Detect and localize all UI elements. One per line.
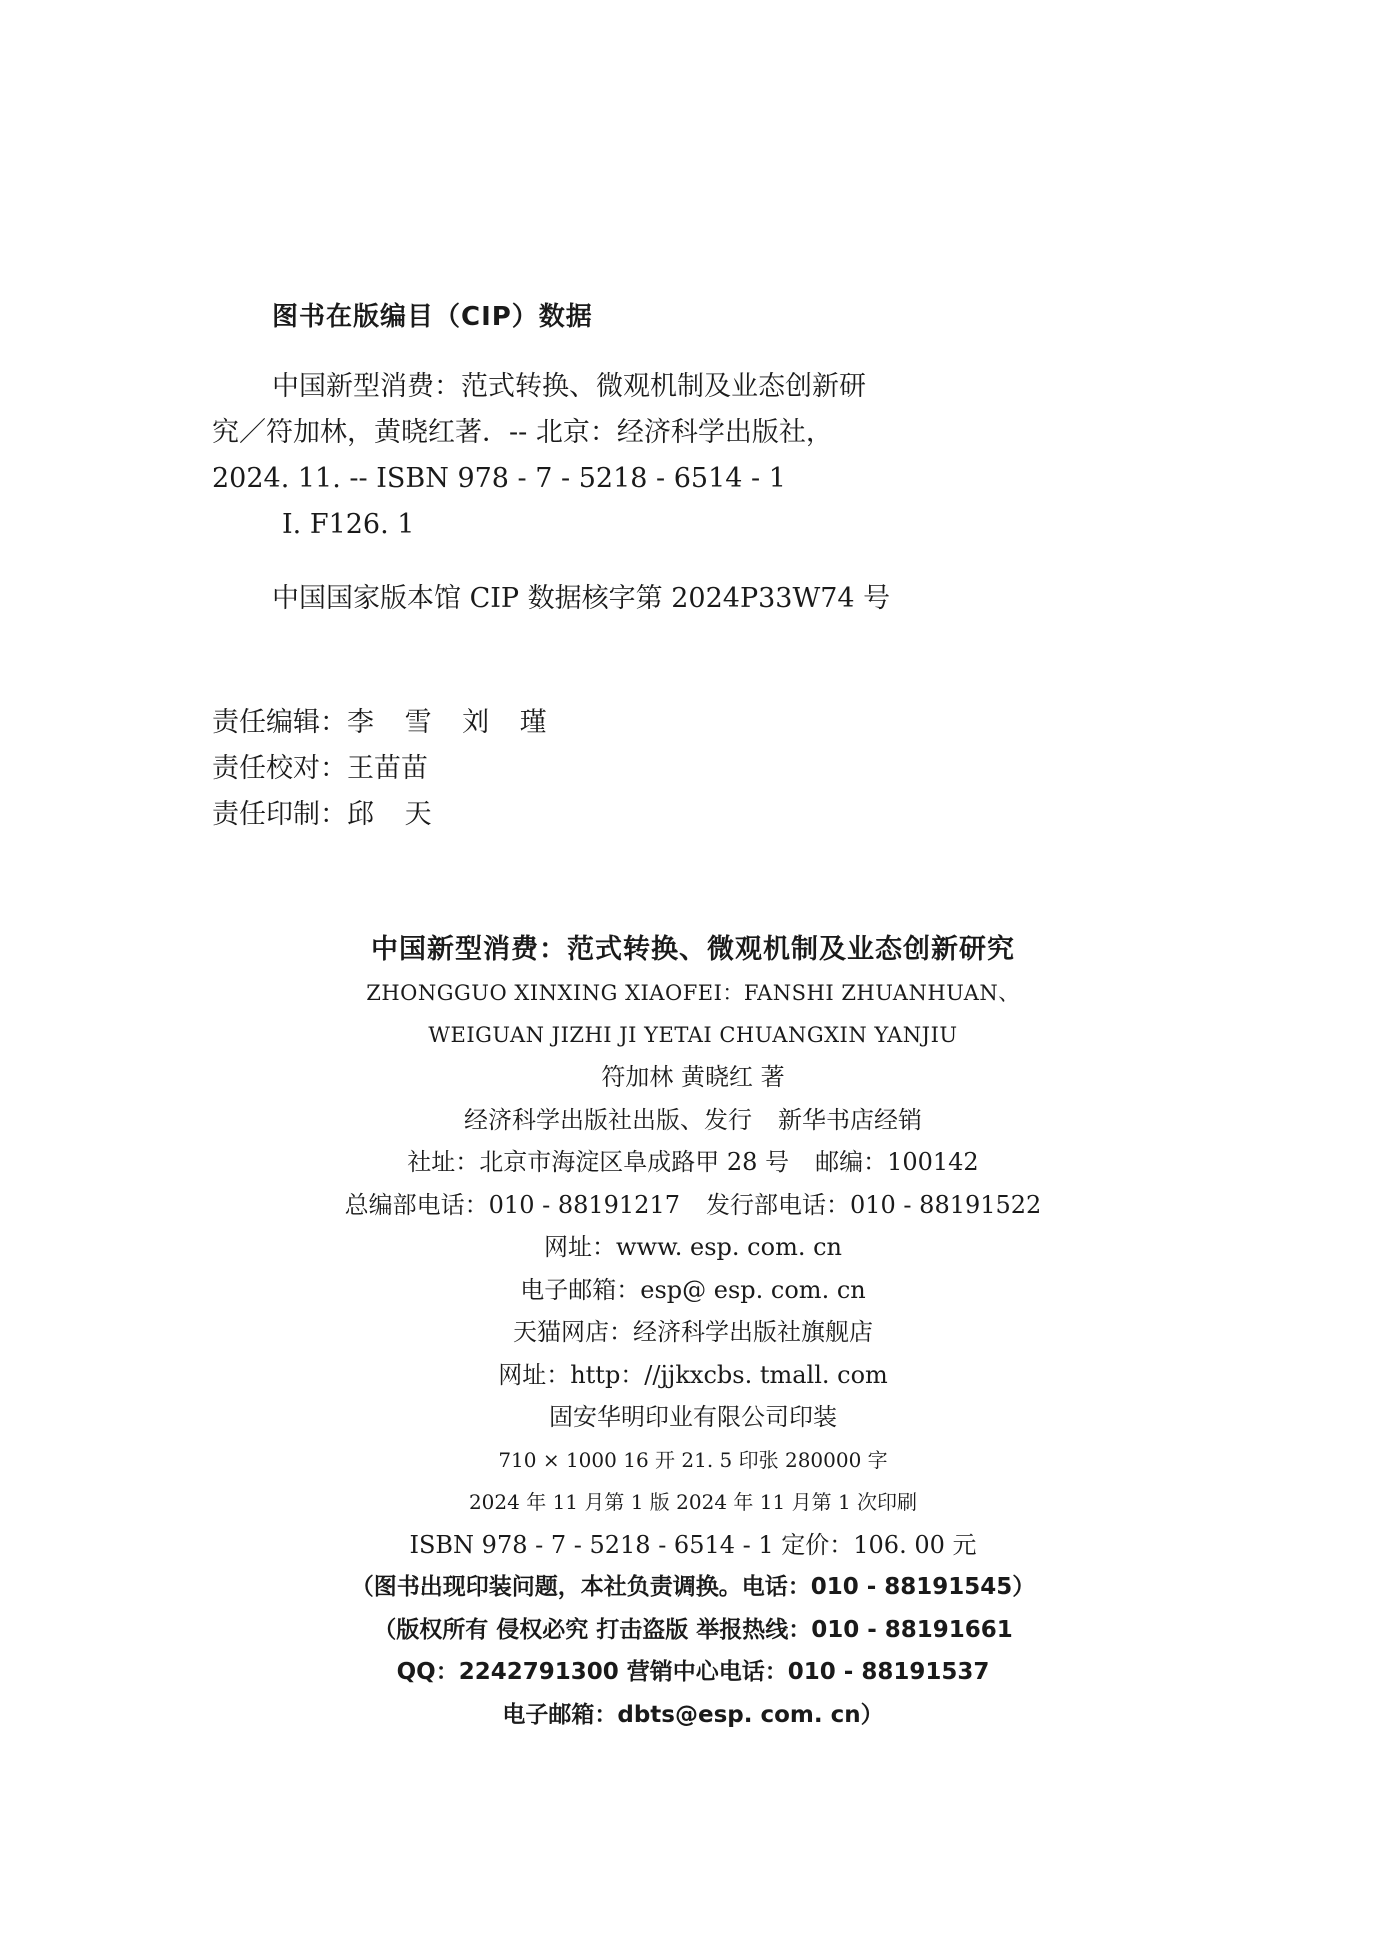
tmall-store: 天猫网店：经济科学出版社旗舰店 xyxy=(513,1318,873,1346)
pinyin-title-line: WEIGUAN JIZHI JI YETAI CHUANGXIN YANJIU xyxy=(428,1023,958,1047)
website: 网址：www. esp. com. cn xyxy=(544,1233,842,1261)
cip-record-line: 究／符加林，黄晓红著．-- 北京：经济科学出版社， xyxy=(212,417,833,448)
cip-record-line: 中国新型消费：范式转换、微观机制及业态创新研 xyxy=(272,371,866,402)
staff-row-printing xyxy=(212,792,547,838)
print-spec: 710 × 1000 16 开 21. 5 印张 280000 字 xyxy=(498,1447,888,1472)
edition-info: 2024 年 11 月第 1 版 2024 年 11 月第 1 次印刷 xyxy=(468,1490,918,1514)
postcode: 邮编：100142 xyxy=(815,1148,979,1176)
editorial-phone: 总编部电话：010 - 88191217 xyxy=(344,1190,680,1219)
authors: 符加林 黄晓红 著 xyxy=(601,1063,785,1091)
colophon xyxy=(0,928,1386,1736)
cip-classification: Ⅰ. F126. 1 xyxy=(282,509,415,540)
distributor: 新华书店经销 xyxy=(778,1105,922,1134)
pinyin-title-line: ZHONGGUO XINXING XIAOFEI：FANSHI ZHUANHUAN、 xyxy=(366,981,1020,1005)
staff-names: 王苗苗 xyxy=(347,753,428,784)
cip-record xyxy=(212,364,972,502)
publisher: 经济科学出版社出版、发行 xyxy=(464,1105,752,1134)
staff-label: 责任校对： xyxy=(212,753,347,784)
cip-data-block xyxy=(212,300,972,622)
staff-row-proofreader xyxy=(212,746,547,792)
isbn-price: ISBN 978 - 7 - 5218 - 6514 - 1 定价：106. 00 元 xyxy=(409,1530,977,1559)
book-title: 中国新型消费：范式转换、微观机制及业态创新研究 xyxy=(371,934,1015,965)
tmall-url: 网址：http：//jjkxcbs. tmall. com xyxy=(498,1360,888,1389)
address-line xyxy=(0,1141,1386,1184)
staff-label: 责任印制： xyxy=(212,799,347,830)
staff-label: 责任编辑： xyxy=(212,707,347,738)
cip-heading: 图书在版编目（CIP）数据 xyxy=(272,302,593,332)
distribution-phone: 发行部电话：010 - 88191522 xyxy=(706,1190,1042,1219)
phone-line xyxy=(0,1184,1386,1227)
staff-names: 邱 天 xyxy=(347,799,432,830)
notice-line: （版权所有 侵权必究 打击盗版 举报热线：010 - 88191661 xyxy=(373,1616,1013,1643)
email: 电子邮箱：esp@ esp. com. cn xyxy=(520,1275,866,1304)
responsible-staff xyxy=(212,700,547,838)
publisher-line xyxy=(0,1099,1386,1142)
staff-row-editor xyxy=(212,700,547,746)
cip-record-line: 2024. 11. -- ISBN 978 - 7 - 5218 - 6514 - 1 xyxy=(212,463,786,494)
notice-line: QQ：2242791300 营销中心电话：010 - 88191537 xyxy=(396,1659,990,1685)
notice-line: （图书出现印装问题，本社负责调换。电话：010 - 88191545） xyxy=(350,1574,1036,1600)
printer: 固安华明印业有限公司印装 xyxy=(549,1403,837,1431)
address: 社址：北京市海淀区阜成路甲 28 号 xyxy=(407,1148,790,1176)
notice-line: 电子邮箱：dbts@esp. com. cn） xyxy=(502,1701,884,1728)
staff-names: 李 雪 刘 瑾 xyxy=(347,707,547,738)
cip-check-number: 中国国家版本馆 CIP 数据核字第 2024P33W74 号 xyxy=(272,583,891,614)
